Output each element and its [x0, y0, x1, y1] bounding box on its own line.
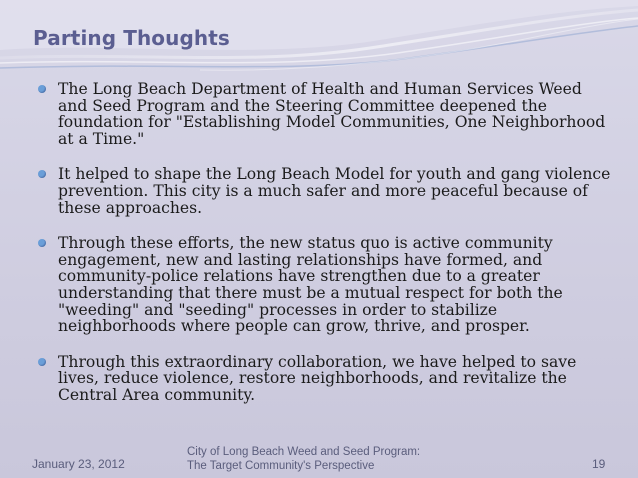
footer-source-line-2: The Target Community's Perspective: [187, 460, 375, 472]
bullet-item: [36, 81, 616, 147]
bullet-dot-icon: [38, 239, 46, 247]
footer-source-line-1: City of Long Beach Weed and Seed Program:: [187, 446, 421, 458]
bullet-item: [36, 166, 616, 216]
bullet-dot-icon: [38, 85, 46, 93]
bullet-dot-icon: [38, 358, 46, 366]
bullet-item: [36, 235, 616, 335]
bullet-text: The Long Beach Department of Health and Human Services Weed and Seed Program and the Steering Committee deepened the foundation for "Establishing Model Communities, One Neighborhood at a Time.": [58, 80, 606, 148]
slide-footer: [0, 440, 638, 478]
footer-source: [187, 445, 447, 473]
slide-title: Parting Thoughts: [33, 26, 230, 50]
bullet-list: [36, 81, 616, 423]
footer-date: January 23, 2012: [32, 457, 125, 471]
bullet-text: Through this extraordinary collaboration, we have helped to save lives, reduce violence, restore neighborhoods, and revitalize the Central Area community.: [58, 352, 577, 404]
bullet-dot-icon: [38, 170, 46, 178]
bullet-item: [36, 354, 616, 404]
page-number: 19: [592, 457, 606, 471]
bullet-text: It helped to shape the Long Beach Model for youth and gang violence prevention. This city is a much safer and more peaceful because of these approaches.: [58, 165, 611, 217]
bullet-text: Through these efforts, the new status quo is active community engagement, new and lasting relationships have formed, and community-police relations have strengthen due to a greater understanding that there must be a mutual respect for both the "weeding" and "seeding" processes in order to stabilize neighborhoods where people can grow, thrive, and prosper.: [58, 234, 563, 336]
